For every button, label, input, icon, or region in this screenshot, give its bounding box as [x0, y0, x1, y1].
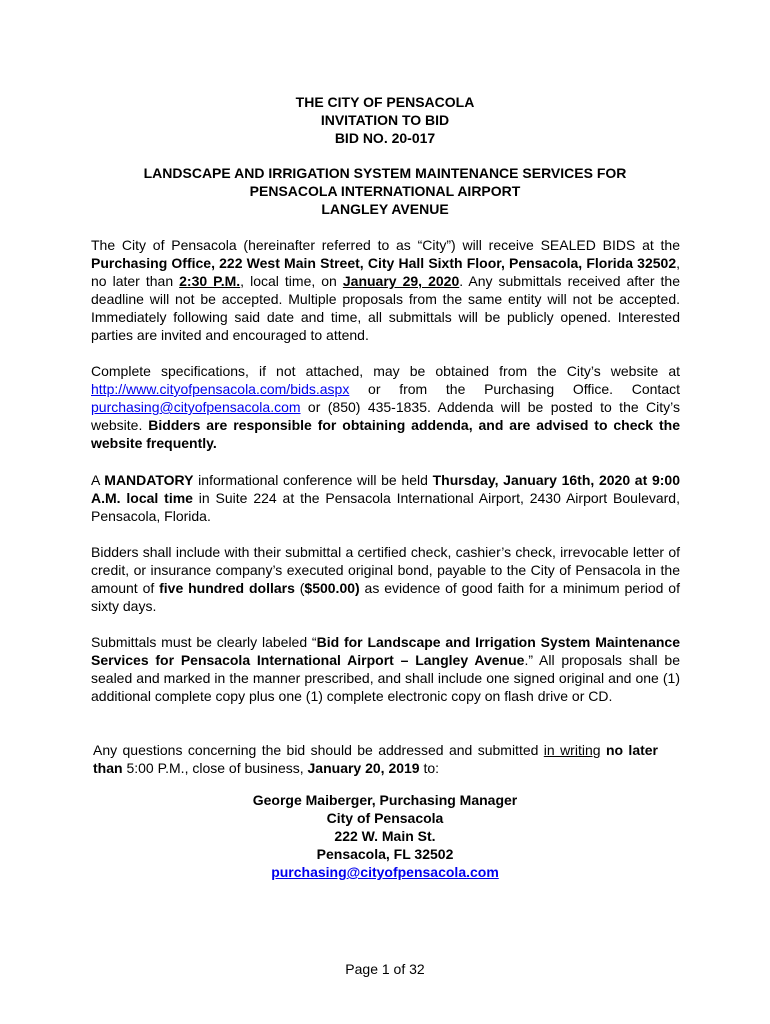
contact-email-link[interactable]: purchasing@cityofpensacola.com	[271, 864, 499, 880]
paragraph-specifications	[91, 362, 680, 452]
questions-deadline-date: January 20, 2019	[307, 760, 420, 776]
text: informational conference will be held	[193, 472, 433, 488]
project-line-1: LANDSCAPE AND IRRIGATION SYSTEM MAINTENANCE SERVICES FOR	[143, 165, 627, 181]
text: 5:00 P.M., close of business,	[122, 760, 308, 776]
text: The City of Pensacola (hereinafter referred to as “City”) will receive SEALED BIDS at the	[91, 237, 680, 253]
contact-city: Pensacola, FL 32502	[316, 846, 454, 862]
text: , local time, on	[240, 273, 343, 289]
text: Bidders shall include with their submittal a certified check, cashier’s check, irrevocable letter of credit, or insurance company’s executed original bond, payable to the City of Pensacola in the amount of	[91, 544, 680, 596]
text: Submittals must be clearly labeled “	[91, 634, 317, 650]
text: as evidence of good faith for a minimum period of sixty days.	[91, 580, 680, 614]
contact-street: 222 W. Main St.	[334, 828, 436, 844]
text: or from the Purchasing Office. Contact	[349, 381, 680, 397]
submittal-label: Bid for Landscape and Irrigation System Maintenance Services for Pensacola International Airport – Langley Avenue	[91, 634, 680, 668]
paragraph-sealed-bids	[91, 236, 680, 344]
amount-number: $500.00)	[304, 580, 360, 596]
text: . Any submittals received after the deadline will not be accepted. Multiple proposals from the same entity will not be accepted. Immediately following said date and time, all submittals will be publicly opened. Interested parties are invited and encouraged to attend.	[91, 273, 681, 343]
page-number: Page 1 of 32	[345, 961, 425, 977]
deadline-time: 2:30 P.M.	[179, 273, 241, 289]
text: .” All proposals shall be sealed and marked in the manner prescribed, and shall include one signed original and one (1) additional complete copy plus one (1) complete electronic copy on flash drive or CD.	[91, 652, 680, 704]
header-city: THE CITY OF PENSACOLA	[295, 94, 475, 110]
project-title	[0, 164, 770, 218]
purchasing-email-link[interactable]: purchasing@cityofpensacola.com	[91, 399, 301, 415]
header-bid-number: BID NO. 20-017	[334, 130, 436, 146]
text: in Suite 224 at the Pensacola International Airport, 2430 Airport Boulevard, Pensacola, Florida.	[91, 490, 680, 524]
text: Complete specifications, if not attached, may be obtained from the City’s website at	[91, 363, 680, 379]
paragraph-submittal-labeling	[91, 633, 680, 705]
purchasing-office-address: Purchasing Office, 222 West Main Street, City Hall Sixth Floor, Pensacola, Florida 32502	[91, 255, 677, 271]
contact-org: City of Pensacola	[326, 810, 444, 826]
addenda-notice: Bidders are responsible for obtaining addenda, and are advised to check the website frequently.	[91, 417, 680, 451]
text: , no later than	[91, 255, 680, 289]
project-line-3: LANGLEY AVENUE	[321, 201, 449, 217]
header-title: INVITATION TO BID	[320, 112, 450, 128]
conference-datetime: Thursday, January 16th, 2020 at 9:00 A.M. local time	[91, 472, 680, 506]
text: or (850) 435-1835. Addenda will be posted to the City’s website.	[91, 399, 680, 433]
contact-block	[0, 791, 770, 881]
paragraph-mandatory-conference	[91, 471, 680, 525]
deadline-date: January 29, 2020	[342, 273, 460, 289]
paragraph-bid-security	[91, 543, 680, 615]
text: to:	[419, 760, 440, 776]
contact-name: George Maiberger, Purchasing Manager	[252, 792, 518, 808]
mandatory-label: MANDATORY	[104, 472, 194, 488]
amount-words: five hundred dollars	[159, 580, 295, 596]
bids-website-link[interactable]: http://www.cityofpensacola.com/bids.aspx	[91, 381, 350, 397]
document-header	[0, 93, 770, 147]
text: Any questions concerning the bid should be addressed and submitted	[93, 742, 544, 758]
in-writing: in writing	[543, 742, 601, 758]
text: (	[294, 580, 305, 596]
paragraph-questions	[93, 741, 658, 777]
no-later-than: no later than	[93, 742, 658, 776]
text: A	[91, 472, 105, 488]
project-line-2: PENSACOLA INTERNATIONAL AIRPORT	[249, 183, 521, 199]
